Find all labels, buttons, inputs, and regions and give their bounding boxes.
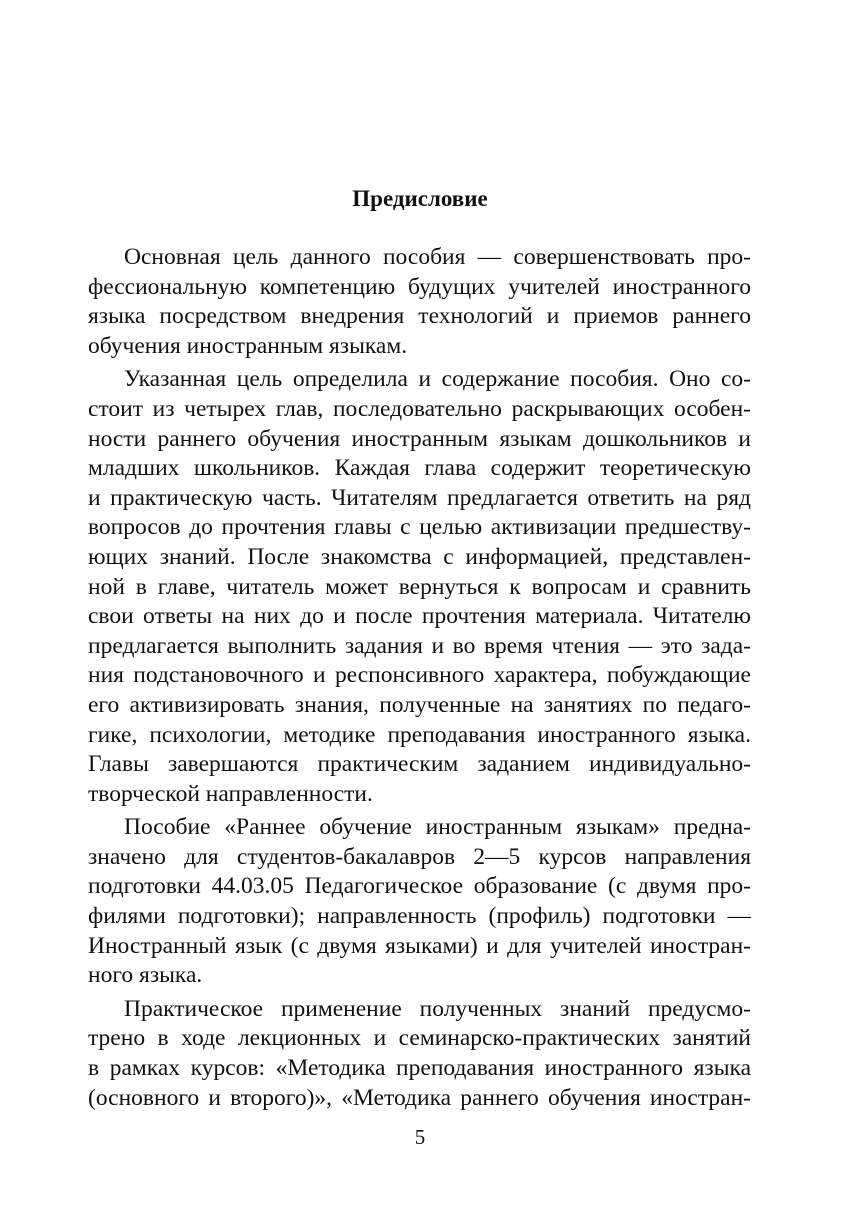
text-line: ности раннего обучения иностранным языкам дошкольников и xyxy=(88,425,751,452)
text-line: Пособие «Раннее обучение иностранным языкам» предна- xyxy=(124,814,751,841)
text-line: стоит из четырех глав, последовательно раскрывающих особен- xyxy=(88,395,751,422)
text-line: трено в ходе лекционных и семинарско-практических занятий xyxy=(88,1025,751,1052)
text-line: вопросов до прочтения главы с целью активизации предшеству- xyxy=(88,514,751,541)
text-line: предлагается выполнить задания и во время чтения — это зада- xyxy=(88,632,751,659)
text-line: его активизировать знания, полученные на занятиях по педаго- xyxy=(88,691,751,718)
paragraph-3 xyxy=(88,813,751,991)
text-line: обучения иностранным языкам. xyxy=(88,332,408,359)
text-line: подготовки 44.03.05 Педагогическое образование (с двумя про- xyxy=(88,873,751,900)
text-line: значено для студентов-бакалавров 2—5 курсов направления xyxy=(88,843,751,870)
text-line: ной в главе, читатель может вернуться к вопросам и сравнить xyxy=(88,573,751,600)
text-line: ного языка. xyxy=(88,962,203,989)
text-line: фессиональную компетенцию будущих учителей иностранного xyxy=(88,273,751,300)
text-line: филями подготовки); направленность (профиль) подготовки — xyxy=(88,903,751,930)
text-line: гике, психологии, методике преподавания иностранного языка. xyxy=(88,721,751,748)
page-title: Предисловие xyxy=(352,186,488,211)
text-line: Основная цель данного пособия — совершенствовать про- xyxy=(124,244,751,270)
text-line: (основного и второго)», «Методика раннего обучения иностран- xyxy=(88,1084,751,1111)
paragraph-1 xyxy=(88,243,751,361)
text-line: Главы завершаются практическим заданием индивидуально- xyxy=(88,751,751,778)
page-number: 5 xyxy=(414,1125,426,1149)
text-line: творческой направленности. xyxy=(88,780,373,807)
text-line: свои ответы на них до и после прочтения материала. Читателю xyxy=(88,603,751,630)
text-line: Указанная цель определила и содержание пособия. Оно со- xyxy=(124,366,751,393)
text-line: ющих знаний. После знакомства с информацией, представлен- xyxy=(88,543,751,570)
body-text xyxy=(88,243,751,1113)
paragraph-2 xyxy=(88,365,751,809)
text-line: и практическую часть. Читателям предлагается ответить на ряд xyxy=(88,484,751,511)
text-line: ния подстановочного и респонсивного характера, побуждающие xyxy=(88,662,751,689)
text-line: Практическое применение полученных знаний предусмо- xyxy=(124,995,751,1022)
text-line: в рамках курсов: «Методика преподавания иностранного языка xyxy=(88,1055,751,1082)
text-line: младших школьников. Каждая глава содержит теоретическую xyxy=(88,455,751,482)
text-line: языка посредством внедрения технологий и приемов раннего xyxy=(88,303,751,330)
text-line: Иностранный язык (с двумя языками) и для учителей иностран- xyxy=(88,932,751,959)
paragraph-4 xyxy=(88,995,751,1113)
